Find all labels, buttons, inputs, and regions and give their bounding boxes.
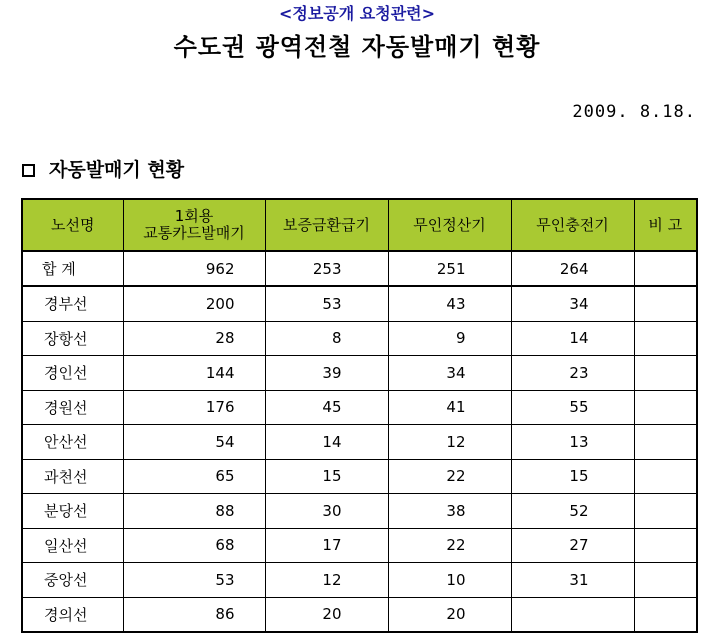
table-row (22, 597, 697, 632)
column-header-deposit-refund-machine: 보증금환급기 (265, 199, 388, 251)
count-cell: 17 (265, 528, 388, 563)
line-name-cell: 경원선 (22, 390, 123, 425)
table-row (22, 390, 697, 425)
column-header-line-name: 노선명 (22, 199, 123, 251)
count-cell: 15 (265, 459, 388, 494)
line-name-cell: 경부선 (22, 286, 123, 321)
table-body (22, 251, 697, 632)
table-row (22, 459, 697, 494)
count-cell: 53 (265, 286, 388, 321)
table-header-row (22, 199, 697, 251)
total-cell: 962 (123, 251, 265, 286)
count-cell: 53 (123, 563, 265, 598)
remarks-cell (634, 528, 697, 563)
column-header-remarks: 비 고 (634, 199, 697, 251)
count-cell: 31 (511, 563, 634, 598)
line-name-cell: 과천선 (22, 459, 123, 494)
line-name-cell: 분당선 (22, 494, 123, 529)
remarks-cell (634, 494, 697, 529)
document-subheading: <정보공개 요청관련> (278, 4, 436, 23)
count-cell: 12 (265, 563, 388, 598)
remarks-cell (634, 390, 697, 425)
count-cell: 144 (123, 356, 265, 391)
count-cell: 8 (265, 321, 388, 356)
count-cell: 22 (388, 459, 511, 494)
table-row (22, 286, 697, 321)
table-row (22, 321, 697, 356)
table-row (22, 528, 697, 563)
total-cell-remarks (634, 251, 697, 286)
document-title: 수도권 광역전철 자동발매기 현황 (173, 33, 541, 61)
count-cell: 54 (123, 425, 265, 460)
remarks-cell (634, 597, 697, 632)
count-cell: 28 (123, 321, 265, 356)
count-cell: 38 (388, 494, 511, 529)
count-cell: 39 (265, 356, 388, 391)
count-cell: 10 (388, 563, 511, 598)
count-cell: 20 (388, 597, 511, 632)
column-header-unmanned-fare-adjustment: 무인정산기 (388, 199, 511, 251)
count-cell: 55 (511, 390, 634, 425)
count-cell: 45 (265, 390, 388, 425)
count-cell: 13 (511, 425, 634, 460)
count-cell: 65 (123, 459, 265, 494)
count-cell: 23 (511, 356, 634, 391)
count-cell: 14 (265, 425, 388, 460)
table-row (22, 494, 697, 529)
count-cell: 34 (511, 286, 634, 321)
line-name-cell: 일산선 (22, 528, 123, 563)
count-cell: 176 (123, 390, 265, 425)
total-cell: 253 (265, 251, 388, 286)
column-header-unmanned-recharger: 무인충전기 (511, 199, 634, 251)
line-name-cell: 안산선 (22, 425, 123, 460)
document-date: 2009. 8.18. (572, 102, 696, 122)
count-cell: 43 (388, 286, 511, 321)
line-name-cell: 경인선 (22, 356, 123, 391)
count-cell: 30 (265, 494, 388, 529)
remarks-cell (634, 425, 697, 460)
remarks-cell (634, 286, 697, 321)
count-cell: 9 (388, 321, 511, 356)
table-row (22, 425, 697, 460)
count-cell: 14 (511, 321, 634, 356)
column-header-single-use-card-machine: 1회용 교통카드발매기 (123, 199, 265, 251)
count-cell: 27 (511, 528, 634, 563)
total-label: 합 계 (22, 251, 123, 286)
total-cell: 251 (388, 251, 511, 286)
count-cell (511, 597, 634, 632)
table-header (22, 199, 697, 251)
count-cell: 22 (388, 528, 511, 563)
vending-machine-table (21, 198, 698, 633)
line-name-cell: 경의선 (22, 597, 123, 632)
remarks-cell (634, 459, 697, 494)
count-cell: 68 (123, 528, 265, 563)
count-cell: 34 (388, 356, 511, 391)
count-cell: 86 (123, 597, 265, 632)
remarks-cell (634, 356, 697, 391)
count-cell: 200 (123, 286, 265, 321)
count-cell: 52 (511, 494, 634, 529)
count-cell: 15 (511, 459, 634, 494)
table-row (22, 563, 697, 598)
table-row-total (22, 251, 697, 286)
remarks-cell (634, 321, 697, 356)
total-cell: 264 (511, 251, 634, 286)
remarks-cell (634, 563, 697, 598)
count-cell: 41 (388, 390, 511, 425)
count-cell: 12 (388, 425, 511, 460)
line-name-cell: 장항선 (22, 321, 123, 356)
section-heading (22, 158, 184, 182)
count-cell: 88 (123, 494, 265, 529)
section-heading-label: 자동발매기 현황 (49, 159, 185, 181)
count-cell: 20 (265, 597, 388, 632)
line-name-cell: 중앙선 (22, 563, 123, 598)
table-row (22, 356, 697, 391)
square-bullet-icon (22, 164, 35, 177)
